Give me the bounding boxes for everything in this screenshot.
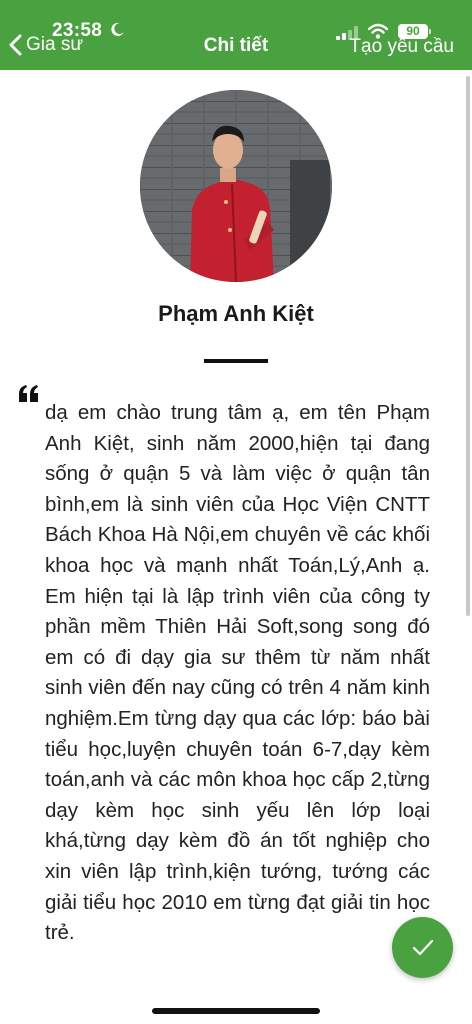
battery-tip	[429, 29, 431, 34]
bottom-fade	[0, 984, 472, 1024]
moon-icon	[110, 22, 125, 37]
scrollbar[interactable]	[466, 76, 470, 616]
divider	[204, 359, 268, 363]
avatar	[140, 90, 332, 282]
page-title: Chi tiết	[203, 35, 269, 56]
avatar-photo	[140, 90, 332, 282]
back-label: Gia sư	[26, 34, 84, 55]
battery-icon: 90	[398, 24, 428, 39]
create-request-button[interactable]: Tạo yêu cầu	[349, 36, 454, 57]
back-button[interactable]	[8, 31, 83, 59]
chevron-left-icon	[8, 34, 24, 56]
tutor-name: Phạm Anh Kiệt	[158, 301, 314, 326]
home-indicator[interactable]	[152, 1008, 320, 1014]
check-icon	[412, 939, 434, 957]
confirm-fab-button[interactable]	[392, 917, 453, 978]
quote-icon	[18, 384, 40, 404]
top-bar	[0, 0, 472, 70]
tutor-bio: dạ em chào trung tâm ạ, em tên Phạm Anh Kiệt, sinh năm 2000,hiện tại đang sống ở quận 5 và làm việc ở quận tân bình,em là sinh viên của Học Viện CNTT Bách Khoa Hà Nội,em chuyên về các khối khoa học và mạnh nhất Toán,Lý,Anh ạ. Em hiện tại là lập trình viên của công ty phần mềm Thiên Hải Soft,song song đó em có đi dạy gia sư thêm từ năm nhất sinh viên đến nay cũng có trên 4 năm kinh nghiệm.Em từng dạy qua các lớp: báo bài tiểu học,luyện chuyên toán 6-7,dạy kèm toán,anh và các môn khoa học cấp 2,từng dạy kèm học sinh yếu lên lớp loại khá,từng dạy kèm đồ án tốt nghiệp cho xin viên lập trình,kiện tướng, tướng các giải tiểu học 2010 em từng đạt giải tin học trẻ.	[45, 401, 430, 945]
status-time: 23:58	[52, 20, 103, 41]
